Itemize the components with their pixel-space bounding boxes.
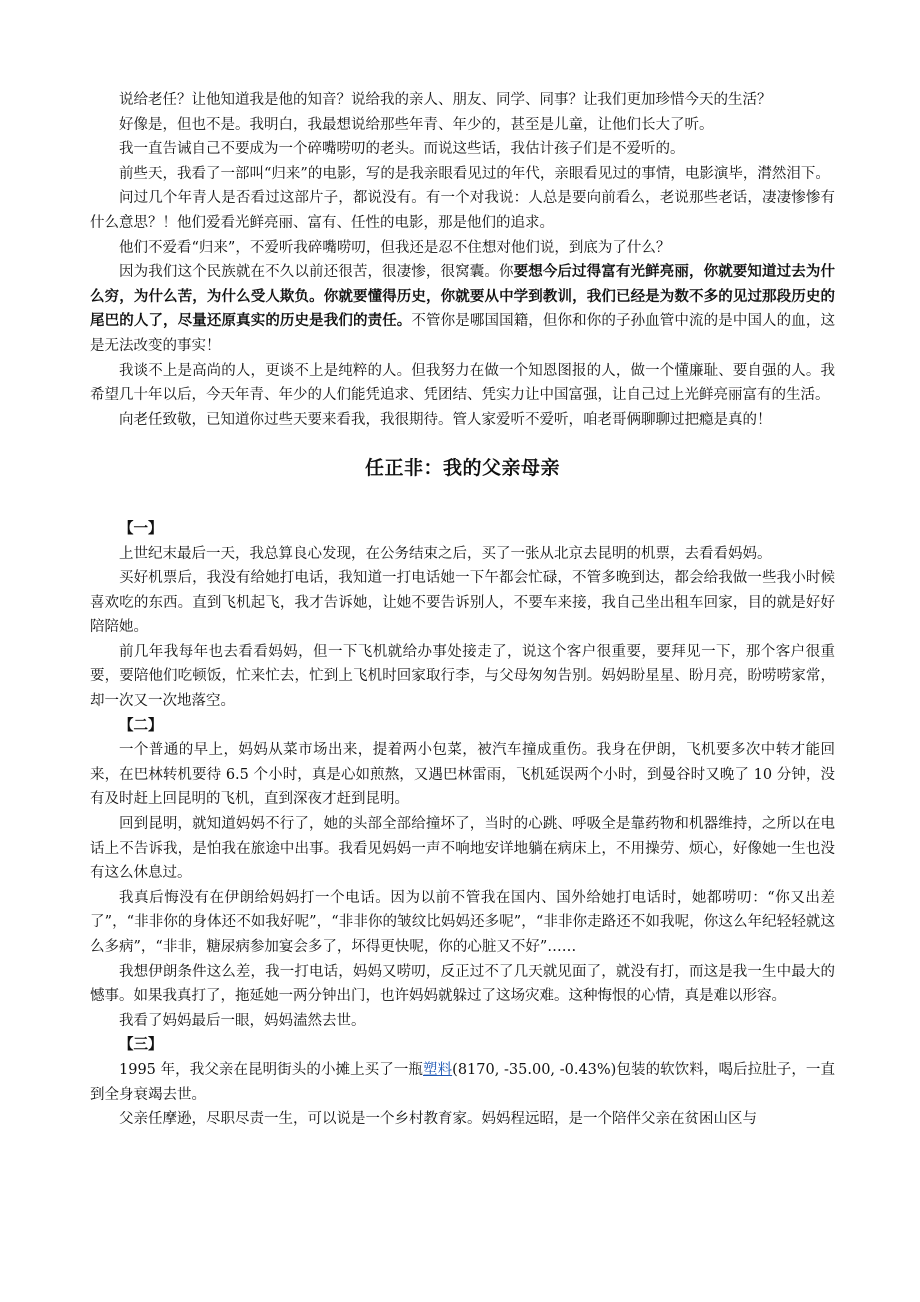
paragraph: 说给老任？让他知道我是他的知音？说给我的亲人、朋友、同学、同事？让我们更加珍惜今天的生活？ xyxy=(119,92,772,108)
paragraph: 买好机票后，我没有给她打电话，我知道一打电话她一下午都会忙碌，不管多晚到达，都会给我做一些我小时候喜欢吃的东西。直到飞机起飞，我才告诉她，让她不要告诉别人，不要车来接，我自己坐出租车回家，目的就是好好陪陪她。 xyxy=(90,570,835,636)
paragraph: 好像是，但也不是。我明白，我最想说给那些年青、年少的，甚至是儿童，让他们长大了听。 xyxy=(119,116,714,133)
document-page xyxy=(90,88,835,1132)
paragraph: 我一直告诫自己不要成为一个碎嘴唠叨的老头。而说这些话，我估计孩子们是不爱听的。 xyxy=(119,141,685,158)
paragraph: 我看了妈妈最后一眼，妈妈溘然去世。 xyxy=(119,1012,366,1029)
stock-link[interactable]: 塑料 xyxy=(423,1061,453,1078)
bold-emphasis-text: 要想今后过得富有光鲜亮丽，你就要知道过去为什么穷，为什么苦，为什么受人欺负。你就要懂得历史，你就要从中学到教训，我们已经是为数不多的见过那段历史的尾巴的人了，尽量还原真实的历史是我们的责任。 xyxy=(90,263,835,330)
article-title: 任正非：我的父亲母亲 xyxy=(364,457,560,480)
paragraph: 问过几个年青人是否看过这部片子，都说没有。有一个对我说：人总是要向前看么，老说那些老话，凄凄惨惨有什么意思？！他们爱看光鲜亮丽、富有、任性的电影，那是他们的追求。 xyxy=(90,190,835,231)
paragraph: 上世纪末最后一天，我总算良心发现，在公务结束之后，买了一张从北京去昆明的机票，去看看妈妈。 xyxy=(119,545,772,562)
paragraph: 我谈不上是高尚的人，更谈不上是纯粹的人。但我努力在做一个知恩图报的人，做一个懂廉耻、要自强的人。我希望几十年以后，今天年青、年少的人们能凭追求、凭团结、凭实力让中国富强，让自己过上光鲜亮丽富有的生活。 xyxy=(90,362,835,404)
paragraph: 向老任致敬，已知道你过些天要来看我，我很期待。管人家爱听不爱听，咱老哥俩聊聊过把瘾是真的！ xyxy=(119,411,772,428)
paragraph: 前些天，我看了一部叫“归来”的电影，写的是我亲眼看见过的年代，亲眼看见过的事情，电影演毕，潸然泪下。 xyxy=(119,165,830,182)
paragraph: 一个普通的早上，妈妈从菜市场出来，提着两小包菜，被汽车撞成重伤。我身在伊朗，飞机要多次中转才能回来，在巴林转机要待 6.5 个小时，真是心如煎熬，又遇巴林雷雨，飞机延误两个小时，到曼谷时又晚了 10 分钟，没有及时赶上回昆明的飞机，直到深夜才赶到昆明。 xyxy=(90,742,835,808)
paragraph: 父亲任摩逊，尽职尽责一生，可以说是一个乡村教育家。妈妈程远昭，是一个陪伴父亲在贫困山区与 xyxy=(119,1111,757,1128)
paragraph-text: 1995 年，我父亲在昆明街头的小摊上买了一瓶 xyxy=(119,1061,423,1078)
paragraph-text: (8170, -35.00, -0.43%)包装的软饮料，喝后拉肚子，一直到全身衰竭去世。 xyxy=(90,1061,836,1103)
paragraph-text: 因为我们这个民族就在不久以前还很苦，很凄惨，很窝囊。你 xyxy=(119,264,514,281)
section-heading: 【二】 xyxy=(119,716,163,734)
paragraph: 回到昆明，就知道妈妈不行了，她的头部全部给撞坏了，当时的心跳、呼吸全是靠药物和机器维持，之所以在电话上不告诉我，是怕我在旅途中出事。我看见妈妈一声不响地安详地躺在病床上，不用操劳、烦心，好像她一生也没有这么休息过。 xyxy=(90,816,835,882)
section-heading: 【一】 xyxy=(119,519,163,537)
paragraph: 他们不爱看“归来”，不爱听我碎嘴唠叨，但我还是忍不住想对他们说，到底为了什么？ xyxy=(119,239,671,256)
paragraph-with-link xyxy=(90,1058,835,1107)
section-heading: 【三】 xyxy=(119,1036,163,1054)
paragraph: 我想伊朗条件这么差，我一打电话，妈妈又唠叨，反正过不了几天就见面了，就没有打，而这是我一生中最大的憾事。如果我真打了，拖延她一两分钟出门，也许妈妈就躲过了这场灾难。这种悔恨的心情，真是难以形容。 xyxy=(90,963,835,1005)
paragraph: 前几年我每年也去看看妈妈，但一下飞机就给办事处接走了，说这个客户很重要，要拜见一下，那个客户很重要，要陪他们吃顿饭，忙来忙去，忙到上飞机时回家取行李，与父母匆匆告别。妈妈盼星星、盼月亮，盼唠唠家常，却一次又一次地落空。 xyxy=(90,643,835,710)
paragraph: 我真后悔没有在伊朗给妈妈打一个电话。因为以前不管我在国内、国外给她打电话时，她都唠叨：“你又出差了”，“非非你的身体还不如我好呢”，“非非你的皱纹比妈妈还多呢”，“非非你走路还不如我呢，你这么年纪轻轻就这么多病”，“非非，糖尿病参加宴会多了，坏得更快呢，你的心脏又不好”…… xyxy=(90,889,835,955)
paragraph-with-emphasis xyxy=(90,260,835,358)
paragraph-text: 不管你是哪国国籍，但你和你的子孙血管中流的是中国人的血，这是无法改变的事实！ xyxy=(90,313,835,354)
